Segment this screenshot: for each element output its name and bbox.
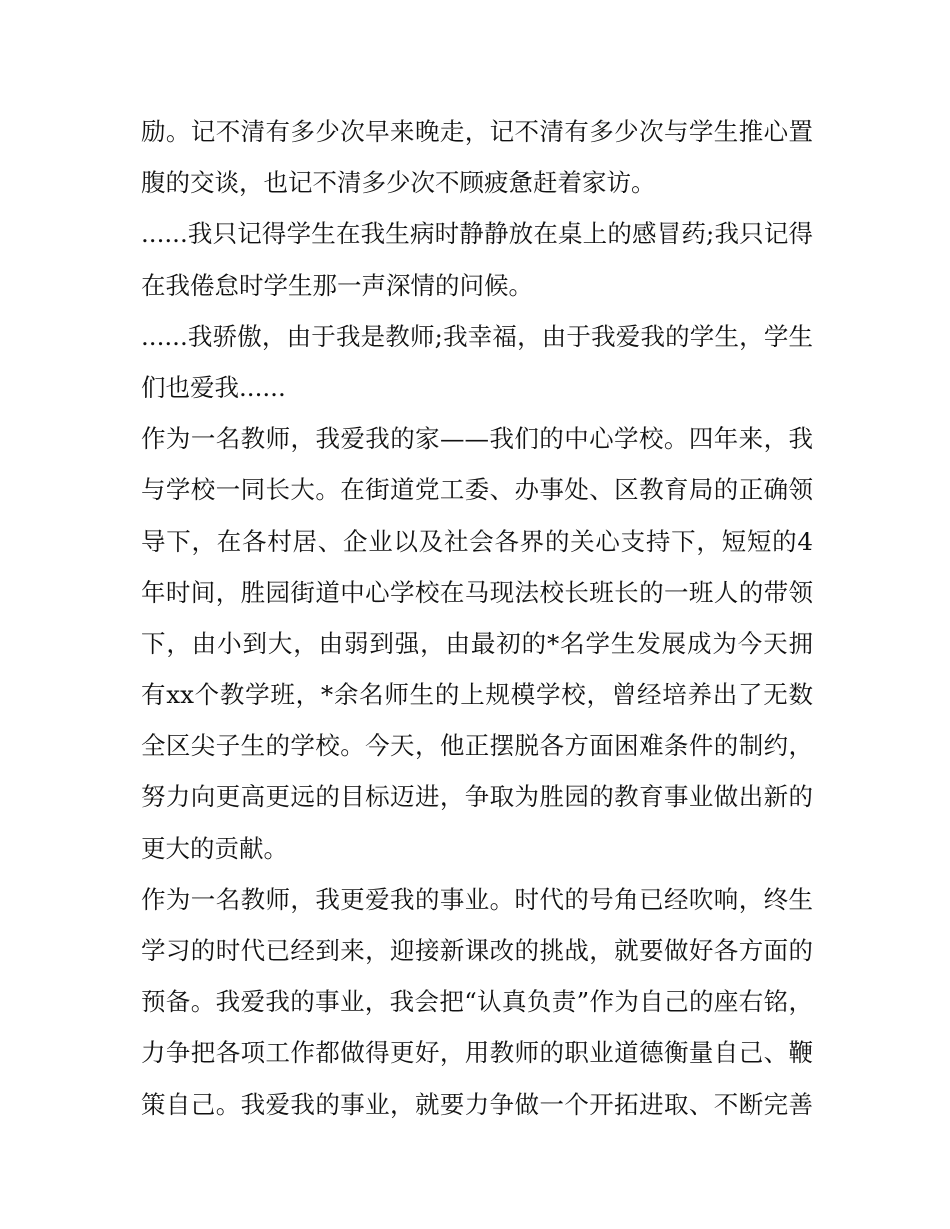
text-line: 下，由小到大，由弱到强，由最初的*名学生发展成为今天拥 [141,628,813,658]
text-line: 有xx个教学班，*余名师生的上规模学校，曾经培养出了无数 [141,680,813,710]
text-line: 在我倦怠时学生那一声深情的问候。 [141,270,533,300]
text-line: ......我只记得学生在我生病时静静放在桌上的感冒药;我只记得 [141,219,813,249]
text-line: 腹的交谈，也记不清多少次不顾疲惫赶着家访。 [141,168,656,198]
text-line: 导下，在各村居、企业以及社会各界的关心支持下，短短的4 [141,526,813,556]
text-line: 预备。我爱我的事业，我会把“认真负责”作为自己的座右铭， [141,987,813,1017]
text-line: 与学校一同长大。在街道党工委、办事处、区教育局的正确领 [141,475,813,505]
text-line: 励。记不清有多少次早来晚走，记不清有多少次与学生推心置 [141,117,813,146]
text-line: 力争把各项工作都做得更好，用教师的职业道德衡量自己、鞭 [141,1038,813,1068]
text-line: 们也爱我...... [141,372,286,402]
text-line: 策自己。我爱我的事业，就要力争做一个开拓进取、不断完善 [141,1089,813,1119]
text-line: 年时间，胜园街道中心学校在马现法校长班长的一班人的带领 [141,577,813,607]
text-line: 努力向更高更远的目标迈进，争取为胜园的教育事业做出新的 [141,782,813,812]
text-line: 更大的贡献。 [141,833,288,863]
text-line: 作为一名教师，我更爱我的事业。时代的号角已经吹响，终生 [141,884,813,914]
text-line: 全区尖子生的学校。今天，他正摆脱各方面困难条件的制约， [141,731,813,761]
text-line: ......我骄傲，由于我是教师;我幸福，由于我爱我的学生，学生 [141,321,813,351]
text-line: 学习的时代已经到来，迎接新课改的挑战，就要做好各方面的 [141,936,813,965]
document-body [141,106,813,1130]
text-line: 作为一名教师，我爱我的家——我们的中心学校。四年来，我 [141,424,813,454]
